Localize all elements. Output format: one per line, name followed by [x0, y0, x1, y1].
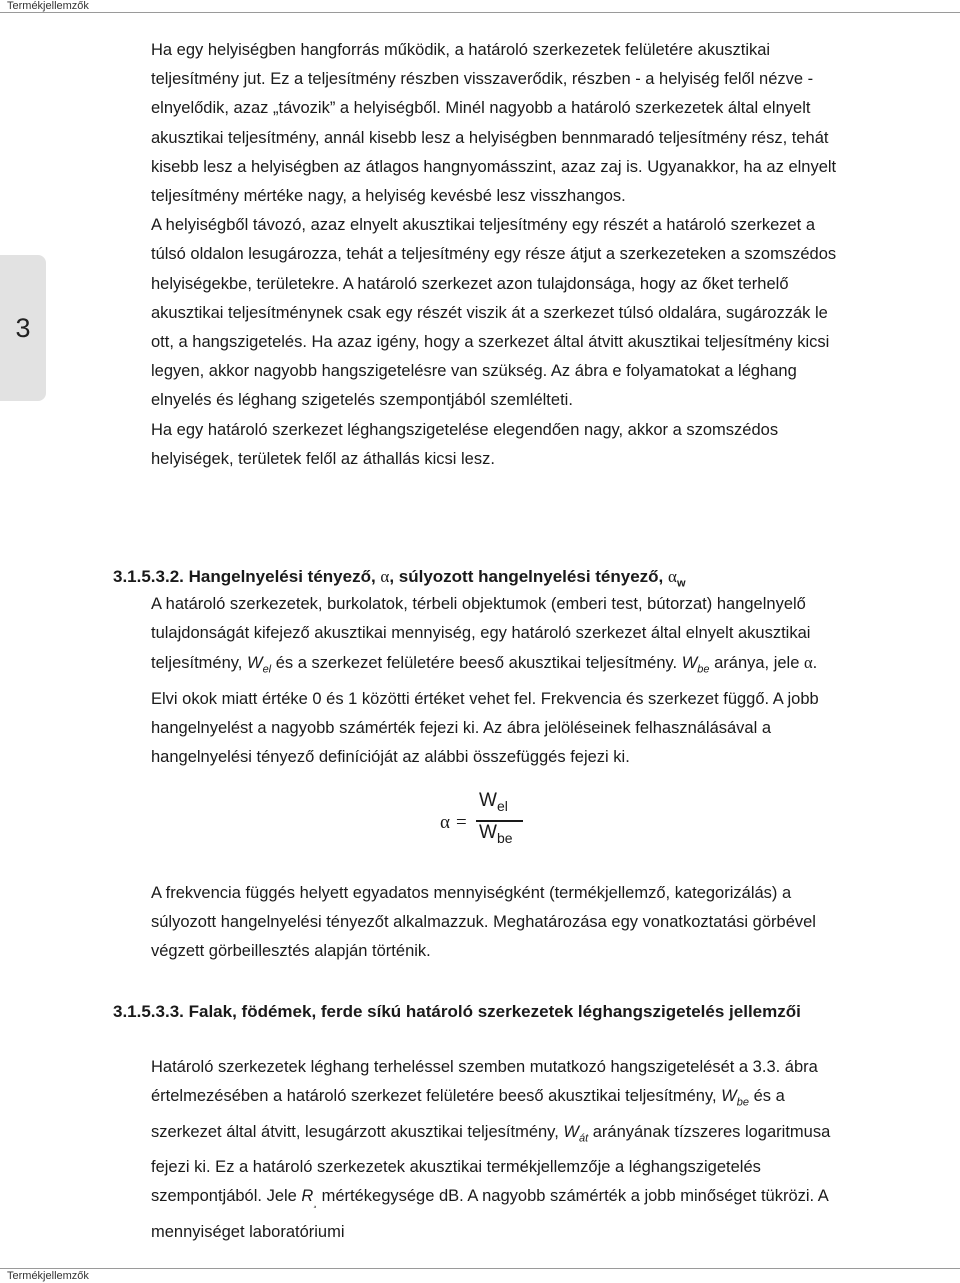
w-be-symbol-2: W	[721, 1087, 737, 1106]
equation-equals: =	[456, 812, 467, 833]
w-at-symbol: W	[563, 1122, 579, 1141]
running-footer	[0, 1268, 960, 1282]
heading-text-b: , súlyozott hangelnyelési tényező,	[389, 567, 669, 586]
w-be-symbol: W	[681, 654, 698, 673]
alpha-w-subscript: w	[676, 577, 686, 590]
weighted-paragraph	[151, 879, 841, 967]
weighted-text: A frekvencia függés helyett egyadatos mennyiségként (termékjellemző, kategorizálás) a súlyozott hangelnyelési tényezőt alkalmazzuk. Meghatározása egy vonatkoztatási görbével végzett görbeillesztés alapján történik.	[151, 884, 816, 961]
w-at-subscript: át	[578, 1132, 589, 1144]
equation-alpha: α	[440, 812, 450, 833]
insulation-heading-text: 3.1.5.3.3. Falak, födémek, ferde síkú határoló szerkezetek léghangszigetelés jellemzői	[113, 1002, 801, 1021]
footer-title: Termékjellemzők	[7, 1270, 89, 1282]
absorption-equation	[440, 790, 560, 860]
intro-paragraph	[151, 36, 841, 474]
r-symbol: R	[301, 1187, 314, 1206]
insulation-paragraph	[151, 1053, 841, 1247]
alpha-symbol: α	[380, 567, 390, 586]
insulation-text-1: Határoló szerkezetek léghang terheléssel szemben mutatkozó hangszigetelését a 3.3. ábra értelmezésében a határoló szerkezet felületére beeső akusztikai teljesítmény,	[151, 1058, 818, 1106]
absorption-paragraph	[151, 590, 841, 773]
running-header	[0, 0, 960, 13]
intro-sentence-2: A helyiségből távozó, azaz elnyelt akusztikai teljesítmény egy részét a határoló szerkezet a túlsó oldalon lesugározza, tehát a teljesítmény egy része átjut a szerkezeteken a szomszédos helyiségekbe, területekre. A határoló szerkezet azon tulajdonsága, hogy az őket terhelő akusztikai teljesítménynek csak egy részét viszik át a szerkezet túlsó oldalára, sugározzák le ott, a hangszigetelés. Ha azaz igény, hogy a szerkezet által átvitt akusztikai teljesítmény kicsi legyen, akkor nagyobb hangszigetelésre van szükség. Az ábra e folyamatokat a léghang elnyelés és léghang szigetelés szempontjából szemlélteti.	[151, 216, 837, 410]
numerator-subscript: el	[496, 797, 508, 814]
insulation-text-2: és a szerkezet által átvitt, lesugárzott akusztikai teljesítmény,	[151, 1087, 785, 1141]
absorption-text-4: . Elvi okok miatt értéke 0 és 1 közötti értéket vehet fel. Frekvencia és szerkezet függő. A jobb hangelnyelést a nagyobb számérték fejezi ki. Az ábra jelöléseinek felhasználásával a hangelnyelési tényező definícióját az alábbi összefüggés fejezi ki.	[151, 654, 819, 767]
intro-sentence-1: Ha egy helyiségben hangforrás működik, a határoló szerkezetek felületére akusztikai teljesítmény jut. Ez a teljesítmény részben visszaverődik, részben - a helyiség felől nézve - elnyelődik, azaz „távozik” a helyiségből. Minél nagyobb a határoló szerkezetek által elnyelt akusztikai teljesítmény, annál kisebb lesz a helyiségben bennmaradó teljesítmény rész, tehát kisebb lesz a helyiségben az átlagos hangnyomásszint, azaz zaj is. Ugyanakkor, ha az elnyelt teljesítmény mértéke nagy, a helyiség kevésbé lesz visszhangos.	[151, 41, 837, 206]
absorption-text-1: A határoló szerkezetek, burkolatok, térbeli objektumok (emberi test, bútorzat) hangelnyelő tulajdonságát kifejező akusztikai mennyiség, egy határoló szerkezet által elnyelt akusztikai teljesítmény,	[151, 595, 811, 673]
w-el-subscript: el	[262, 663, 272, 676]
w-el-symbol: W	[246, 654, 263, 673]
r-subscript: ¸	[313, 1196, 318, 1209]
w-be-subscript-2: be	[736, 1096, 749, 1109]
heading-text-a: 3.1.5.3.2. Hangelnyelési tényező,	[113, 567, 381, 586]
insulation-text-3: arányának tízszeres logaritmusa fejezi ki. Ez a határoló szerkezetek akusztikai termékjellemzője a léghangszigetelés szempontjából. Jele	[151, 1122, 831, 1206]
denominator-w: W	[479, 822, 497, 843]
numerator-w: W	[479, 790, 497, 811]
equation-numerator	[479, 790, 508, 814]
alpha-symbol-inline: α	[804, 653, 813, 673]
absorption-text-2: és a szerkezet felületére beeső akusztikai teljesítmény.	[271, 654, 682, 673]
chapter-number: 3	[15, 313, 31, 343]
absorption-text-3: aránya, jele	[709, 654, 804, 673]
denominator-subscript: be	[496, 829, 513, 846]
header-title: Termékjellemzők	[7, 0, 89, 12]
insulation-text-4: mértékegysége dB. A nagyobb számérték a jobb minőséget tükrözi. A mennyiséget laboratóriumi	[151, 1187, 828, 1241]
chapter-tab	[0, 255, 46, 401]
w-be-subscript: be	[697, 663, 710, 676]
intro-sentence-3: Ha egy határoló szerkezet léghangszigetelése elegendően nagy, akkor a szomszédos helyiségek, területek felől az áthallás kicsi lesz.	[151, 420, 779, 468]
section-heading-insulation	[113, 997, 853, 1026]
equation-denominator	[479, 822, 513, 846]
alpha-w-symbol: α	[668, 567, 677, 586]
